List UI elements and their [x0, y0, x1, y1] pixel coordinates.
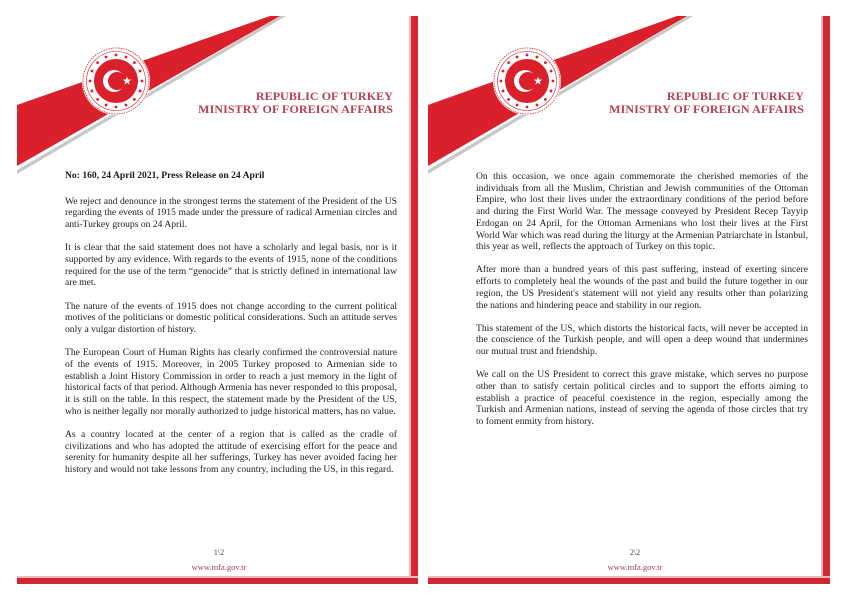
press-release-body [65, 170, 397, 487]
ministry-emblem-icon [82, 47, 150, 115]
paragraph: On this occasion, we once again commemorate the cherished memories of the individuals from all the Muslim, Christian and Jewish communities of the Ottoman Empire, who lost their lives under the extraordinary conditions of the period before and during the First World War. The message conveyed by President Recep Tayyip Erdogan on 24 April, for the Ottoman Armenians who lost their lives at the First World War which was read during the liturgy at the Armenian Patriarchate in İstanbul, this year as well, reflects the approach of Turkey on this topic. [476, 171, 808, 253]
emblem-star-icon [544, 61, 547, 64]
emblem-star-icon [550, 90, 553, 93]
header-country: REPUBLIC OF TURKEY [255, 89, 393, 103]
footer-url[interactable]: www.mfa.gov.tr [607, 562, 663, 572]
emblem-star-icon [105, 56, 108, 59]
press-release-reference: No: 160, 24 April 2021, Press Release on 24 April [65, 170, 265, 181]
emblem-star-icon [544, 98, 547, 101]
emblem-star-icon [550, 70, 553, 73]
paragraph: As a country located at the center of a region that is called as the cradle of civilizations and who has adopted the attitude of exercising effort for the peace and serenity for humanity despite all her sufferings, Turkey has never avoided facing her history and would not take lessons from any country, including the US, in this regard. [65, 428, 397, 476]
emblem-star-icon [516, 104, 519, 107]
footer-url[interactable]: www.mfa.gov.tr [191, 562, 247, 572]
page-number: 2\2 [629, 548, 641, 557]
letterhead-title [198, 90, 393, 116]
page-border-right [823, 16, 830, 584]
paragraph: The nature of the events of 1915 does not change according to the current political motives of the politicians or domestic political considerations. Such an attitude serves only a vulgar distortion of history. [65, 300, 397, 336]
header-ministry: MINISTRY OF FOREIGN AFFAIRS [609, 102, 804, 116]
emblem-star-icon [507, 98, 510, 101]
emblem-star-icon [89, 80, 92, 83]
emblem-star-icon [115, 54, 118, 57]
emblem-star-icon [141, 80, 144, 83]
document-page-2 [425, 0, 850, 601]
emblem-star-icon [96, 98, 99, 101]
paragraph: This statement of the US, which distorts the historical facts, will never be accepted in the conscience of the Turkish people, and will open a deep wound that undermines our mutual trust and friendship. [476, 322, 808, 358]
emblem-star-icon [115, 106, 118, 109]
emblem-star-icon [139, 70, 142, 73]
emblem-star-icon [133, 61, 136, 64]
ministry-emblem-icon [493, 47, 561, 115]
letterhead-title [609, 90, 804, 116]
paragraph: The European Court of Human Rights has clearly confirmed the controversial nature of the events of 1915. Moreover, in 2005 Turkey proposed to Armenian side to establish a Joint History Commission in order to reach a just memory in the light of historical facts of that period. Although Armenia has never responded to this proposal, it is still on the table. In this respect, the statement made by the President of the US, who is neither legally nor morally authorized to judge historical matters, has no value. [65, 347, 397, 417]
page-border-bottom [17, 578, 418, 584]
emblem-star-icon [502, 70, 505, 73]
emblem-star-icon [91, 90, 94, 93]
emblem-star-icon [516, 56, 519, 59]
header-country: REPUBLIC OF TURKEY [666, 89, 804, 103]
emblem-star-icon [536, 56, 539, 59]
emblem-star-icon [552, 80, 555, 83]
emblem-star-icon [105, 104, 108, 107]
emblem-star-icon [133, 98, 136, 101]
emblem-star-icon [526, 106, 529, 109]
emblem-star-icon [125, 104, 128, 107]
emblem-star-icon [502, 90, 505, 93]
emblem-star-icon [96, 61, 99, 64]
emblem-star-icon [91, 70, 94, 73]
page-border-right [411, 16, 418, 584]
emblem-star-icon [500, 80, 503, 83]
paragraph: We reject and denounce in the strongest terms the statement of the President of the US regarding the events of 1915 made under the pressure of radical Armenian circles and anti-Turkey groups on 24 April. [65, 195, 397, 231]
paragraph: After more than a hundred years of this past suffering, instead of exerting sincere efforts to completely heal the wounds of the past and build the future together in our region, the US President's statement will not yield any results other than polarizing the nations and hindering peace and stability in our region. [476, 264, 808, 311]
emblem-star-icon [139, 90, 142, 93]
paragraph: It is clear that the said statement does not have a scholarly and legal basis, nor is it supported by any evidence. With regards to the events of 1915, none of the conditions required for the use of the term “genocide” that is strictly defined in international law are met. [65, 242, 397, 289]
emblem-star-icon [507, 61, 510, 64]
header-ministry: MINISTRY OF FOREIGN AFFAIRS [198, 102, 393, 116]
emblem-star-icon [526, 54, 529, 57]
page-number: 1\2 [213, 548, 225, 557]
page-border-bottom [428, 578, 830, 584]
paragraph: We call on the US President to correct this grave mistake, which serves no purpose other than to satisfy certain political circles and to support the efforts aiming to establish a practice of peaceful coexistence in the region, especially among the Turkish and Armenian nations, instead of serving the agenda of those circles that try to foment enmity from history. [476, 369, 808, 428]
emblem-star-icon [125, 56, 128, 59]
emblem-star-icon [536, 104, 539, 107]
press-release-body [476, 171, 808, 439]
